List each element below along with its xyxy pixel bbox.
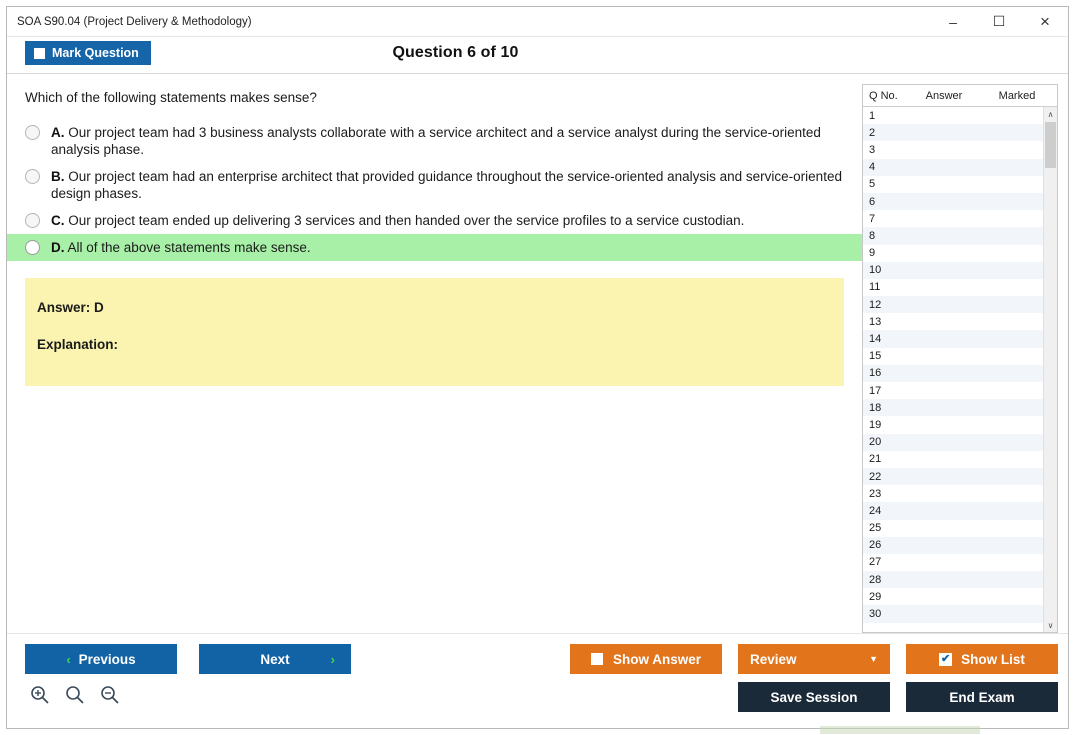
cell-qno: 11 [869, 281, 881, 294]
option-b-letter: B. [51, 169, 65, 184]
option-d-text: All of the above statements make sense. [67, 240, 311, 255]
table-row[interactable] [863, 502, 1043, 519]
save-session-label: Save Session [770, 689, 858, 705]
cell-qno: 25 [869, 522, 882, 535]
cell-qno: 4 [869, 161, 876, 174]
option-d-letter: D. [51, 240, 65, 255]
question-rows[interactable] [863, 107, 1043, 632]
table-row[interactable] [863, 176, 1043, 193]
scroll-down-icon[interactable]: ∨ [1047, 620, 1054, 630]
next-label: Next [260, 651, 290, 667]
radio-icon[interactable] [25, 240, 40, 255]
cell-qno: 5 [869, 178, 876, 191]
answer-value: Answer: D [37, 300, 104, 315]
cell-qno: 21 [869, 453, 882, 466]
end-exam-label: End Exam [949, 689, 1015, 705]
table-row[interactable] [863, 537, 1043, 554]
cell-qno: 7 [869, 212, 876, 225]
table-row[interactable] [863, 313, 1043, 330]
cell-qno: 17 [869, 384, 882, 397]
option-b-text: Our project team had an enterprise architect that provided guidance throughout the service-oriented analysis and service-oriented design phases. [51, 169, 842, 201]
cell-qno: 29 [869, 590, 882, 603]
table-row[interactable] [863, 141, 1043, 158]
option-c[interactable] [7, 207, 862, 234]
exam-window [6, 6, 1069, 729]
show-answer-label: Show Answer [612, 651, 701, 667]
question-list-scrollbar[interactable] [1043, 107, 1057, 632]
checkbox-icon [591, 653, 603, 665]
table-row[interactable] [863, 416, 1043, 433]
cell-qno: 24 [869, 504, 882, 517]
cell-qno: 3 [869, 143, 876, 156]
question-counter-text: Question 6 of 10 [392, 44, 519, 61]
table-row[interactable] [863, 245, 1043, 262]
table-row[interactable] [863, 227, 1043, 244]
maximize-icon: ☐ [992, 13, 1006, 29]
radio-icon[interactable] [25, 213, 40, 228]
table-row[interactable] [863, 554, 1043, 571]
previous-button[interactable] [25, 644, 177, 674]
question-list-body [863, 107, 1057, 632]
table-row[interactable] [863, 107, 1043, 124]
cell-qno: 14 [869, 333, 882, 346]
close-icon: × [1040, 11, 1050, 31]
option-b-label [51, 168, 848, 202]
option-a[interactable] [7, 119, 862, 163]
minimize-icon: – [949, 13, 957, 30]
cell-qno: 28 [869, 573, 882, 586]
cell-qno: 22 [869, 470, 882, 483]
column-header-marked: Marked [998, 89, 1036, 102]
check-icon: ✔ [941, 652, 951, 665]
table-row[interactable] [863, 434, 1043, 451]
option-b[interactable] [7, 163, 862, 207]
explanation-label: Explanation: [37, 337, 119, 352]
option-c-label [51, 212, 744, 229]
radio-icon[interactable] [25, 169, 40, 184]
cell-qno: 26 [869, 539, 882, 552]
maximize-button[interactable] [976, 7, 1022, 36]
chevron-down-icon: ▼ [869, 654, 878, 664]
option-list [7, 119, 862, 261]
table-row[interactable] [863, 365, 1043, 382]
previous-label: Previous [78, 651, 136, 667]
cell-qno: 23 [869, 487, 882, 500]
question-list-panel [862, 84, 1058, 633]
cell-qno: 18 [869, 401, 882, 414]
mark-question-label: Mark Question [52, 46, 139, 60]
next-button[interactable] [199, 644, 351, 674]
table-row[interactable] [863, 605, 1043, 622]
option-d-label [51, 239, 311, 256]
scroll-up-icon[interactable]: ∧ [1047, 109, 1054, 119]
cell-qno: 6 [869, 195, 876, 208]
cell-qno: 1 [869, 109, 876, 122]
table-row[interactable] [863, 468, 1043, 485]
cell-qno: 19 [869, 418, 882, 431]
cell-qno: 10 [869, 264, 882, 277]
cell-qno: 12 [869, 298, 882, 311]
minimize-button[interactable] [930, 7, 976, 36]
option-d[interactable] [7, 234, 862, 261]
table-row[interactable] [863, 193, 1043, 210]
chevron-left-icon: ‹ [66, 651, 71, 667]
cell-qno: 2 [869, 126, 876, 139]
zoom-out-icon[interactable] [99, 684, 121, 706]
table-row[interactable] [863, 262, 1043, 279]
review-label: Review [750, 651, 797, 667]
window-titlebar [7, 7, 1068, 37]
exam-footer [7, 633, 1068, 728]
question-counter [7, 44, 1068, 62]
zoom-reset-icon[interactable] [64, 684, 86, 706]
zoom-in-icon[interactable] [29, 684, 51, 706]
option-a-text: Our project team had 3 business analysts collaborate with a service architect and a service analyst during the service-oriented analysis phase. [51, 125, 821, 157]
column-header-qno: Q No. [869, 89, 898, 102]
table-row[interactable] [863, 330, 1043, 347]
question-prompt: Which of the following statements makes sense? [25, 90, 317, 105]
cell-qno: 9 [869, 247, 876, 260]
end-exam-button[interactable] [906, 682, 1058, 712]
show-answer-button[interactable] [570, 644, 722, 674]
option-c-letter: C. [51, 213, 65, 228]
close-button[interactable] [1022, 7, 1068, 36]
table-row[interactable] [863, 485, 1043, 502]
table-row[interactable] [863, 382, 1043, 399]
option-a-letter: A. [51, 125, 65, 140]
table-row[interactable] [863, 451, 1043, 468]
table-row[interactable] [863, 348, 1043, 365]
cell-qno: 8 [869, 229, 876, 242]
question-pane [7, 74, 862, 633]
chevron-right-icon: › [330, 651, 335, 667]
answer-panel [25, 278, 844, 386]
zoom-controls [29, 684, 121, 706]
table-row[interactable] [863, 124, 1043, 141]
option-c-text: Our project team ended up delivering 3 services and then handed over the service profiles to a service custodian. [68, 213, 745, 228]
cell-qno: 13 [869, 315, 882, 328]
option-a-label [51, 124, 848, 158]
question-list-header [863, 85, 1057, 107]
column-header-answer: Answer [925, 89, 963, 102]
table-row[interactable] [863, 520, 1043, 537]
table-row[interactable] [863, 399, 1043, 416]
table-row[interactable] [863, 571, 1043, 588]
exam-body [7, 74, 1068, 633]
cell-qno: 20 [869, 436, 882, 449]
table-row[interactable] [863, 588, 1043, 605]
review-dropdown[interactable] [738, 644, 890, 674]
table-row[interactable] [863, 296, 1043, 313]
cell-qno: 15 [869, 350, 882, 363]
cell-qno: 16 [869, 367, 882, 380]
show-list-button[interactable] [906, 644, 1058, 674]
table-row[interactable] [863, 159, 1043, 176]
exam-header [7, 37, 1068, 74]
cell-qno: 27 [869, 556, 882, 569]
radio-icon[interactable] [25, 125, 40, 140]
show-list-label: Show List [961, 651, 1025, 667]
table-row[interactable] [863, 210, 1043, 227]
desktop-artifact [820, 726, 980, 734]
table-row[interactable] [863, 279, 1043, 296]
save-session-button[interactable] [738, 682, 890, 712]
scrollbar-thumb[interactable] [1045, 122, 1056, 168]
window-title: SOA S90.04 (Project Delivery & Methodology) [17, 15, 252, 28]
cell-qno: 30 [869, 608, 882, 621]
